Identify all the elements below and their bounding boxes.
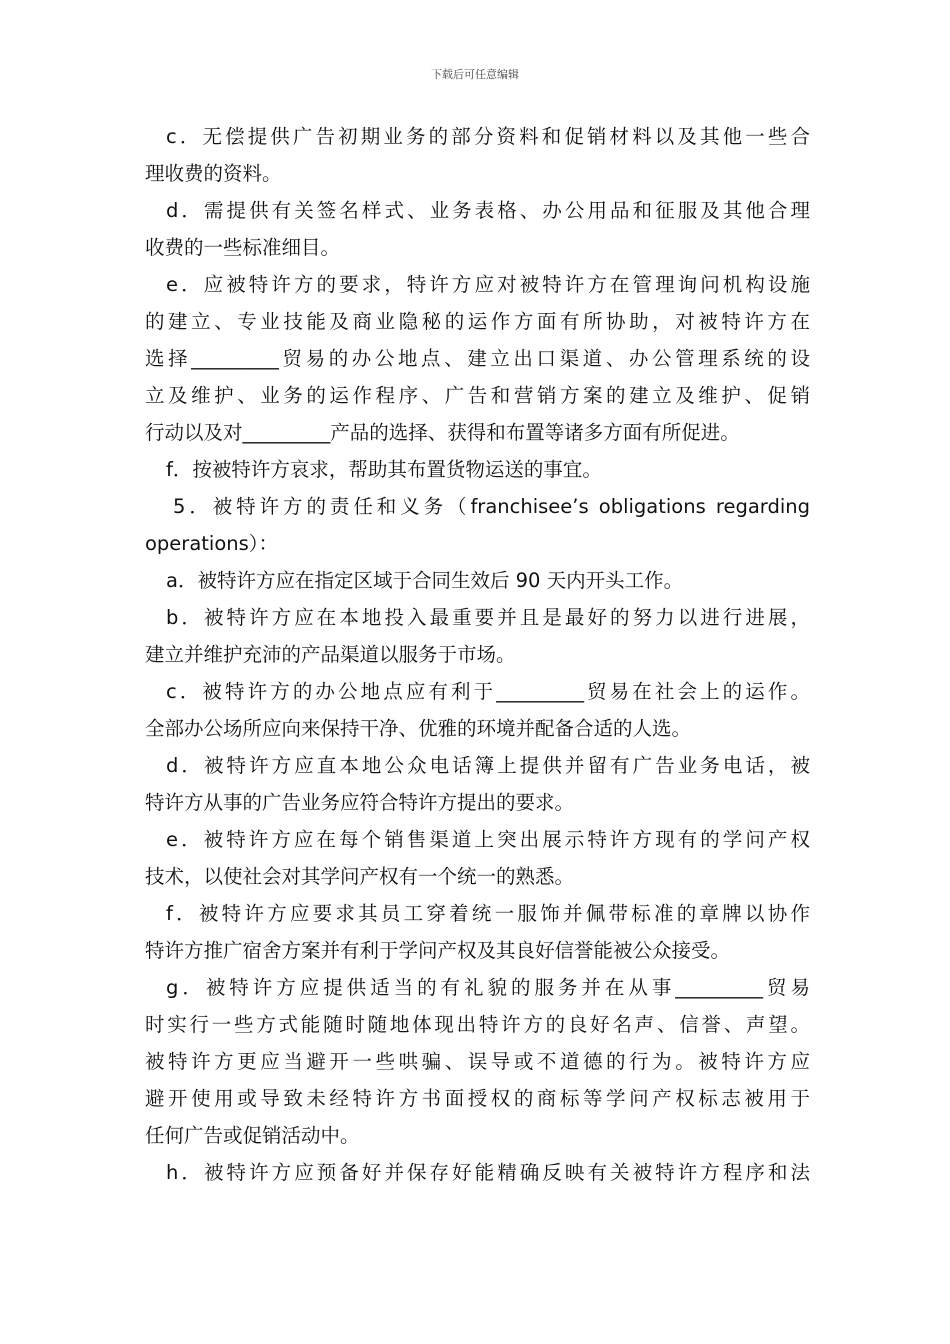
text-line: 行动以及对_________产品的选择、获得和布置等诸多方面有所促进。 xyxy=(145,421,740,444)
paragraph xyxy=(145,192,810,266)
page-header: 下载后可任意编辑 xyxy=(431,68,519,81)
text-line: h．被特许方应预备好并保存好能精确反映有关被特许方程序和法 xyxy=(166,1161,810,1184)
text-line: 被特许方更应当避开一些哄骗、误导或不道德的行为。被特许方应 xyxy=(145,1050,810,1073)
text-line: 理收费的资料。 xyxy=(145,162,282,185)
paragraph xyxy=(145,599,810,673)
paragraph xyxy=(145,969,810,1154)
text-line: 技术，以使社会对其学问产权有一个统一的熟悉。 xyxy=(145,865,575,888)
text-line: d．需提供有关签名样式、业务表格、办公用品和征服及其他合理 xyxy=(166,199,810,222)
paragraph xyxy=(145,747,810,821)
text-line: operations）： xyxy=(145,532,279,555)
paragraph xyxy=(145,488,810,562)
paragraph xyxy=(145,821,810,895)
text-line: 立及维护、业务的运作程序、广告和营销方案的建立及维护、促销 xyxy=(145,384,810,407)
text-line: 收费的一些标准细目。 xyxy=(145,236,341,259)
paragraph xyxy=(145,118,810,192)
text-line: 建立并维护充沛的产品渠道以服务于市场。 xyxy=(145,643,516,666)
text-line: 的建立、专业技能及商业隐秘的运作方面有所协助，对被特许方在 xyxy=(145,310,810,333)
text-line: e．应被特许方的要求，特许方应对被特许方在管理询问机构设施 xyxy=(166,273,810,296)
paragraph xyxy=(145,562,810,599)
text-line: 特许方推广宿舍方案并有利于学问产权及其良好信誉能被公众接受。 xyxy=(145,939,731,962)
text-line: c．无偿提供广告初期业务的部分资料和促销材料以及其他一些合 xyxy=(166,125,810,148)
text-line: f．被特许方应要求其员工穿着统一服饰并佩带标准的章牌以协作 xyxy=(166,902,810,925)
text-line: e．被特许方应在每个销售渠道上突出展示特许方现有的学问产权 xyxy=(166,828,810,851)
text-line: 5．被特许方的责任和义务（franchisee’s obligations regarding xyxy=(173,495,810,518)
text-line: a．被特许方应在指定区域于合同生效后 90 天内开头工作。 xyxy=(166,569,684,592)
paragraph xyxy=(145,895,810,969)
text-line: 选择_________贸易的办公地点、建立出口渠道、办公管理系统的设 xyxy=(145,347,810,370)
paragraph xyxy=(145,673,810,747)
text-line: 避开使用或导致未经特许方书面授权的商标等学问产权标志被用于 xyxy=(145,1087,810,1110)
text-line: 时实行一些方式能随时随地体现出特许方的良好名声、信誉、声望。 xyxy=(145,1013,810,1036)
paragraph xyxy=(145,1154,810,1191)
text-line: b．被特许方应在本地投入最重要并且是最好的努力以进行进展， xyxy=(166,606,810,629)
paragraph xyxy=(145,266,810,451)
text-line: c．被特许方的办公地点应有利于_________贸易在社会上的运作。 xyxy=(166,680,810,703)
document-body xyxy=(145,118,810,1191)
text-line: 任何广告或促销活动中。 xyxy=(145,1124,360,1147)
text-line: 全部办公场所应向来保持干净、优雅的环境并配备合适的人选。 xyxy=(145,717,692,740)
text-line: f．按被特许方哀求，帮助其布置货物运送的事宜。 xyxy=(166,458,602,481)
text-line: 特许方从事的广告业务应符合特许方提出的要求。 xyxy=(145,791,575,814)
text-line: g．被特许方应提供适当的有礼貌的服务并在从事_________贸易 xyxy=(166,976,810,999)
text-line: d．被特许方应直本地公众电话簿上提供并留有广告业务电话，被 xyxy=(166,754,810,777)
paragraph xyxy=(145,451,810,488)
